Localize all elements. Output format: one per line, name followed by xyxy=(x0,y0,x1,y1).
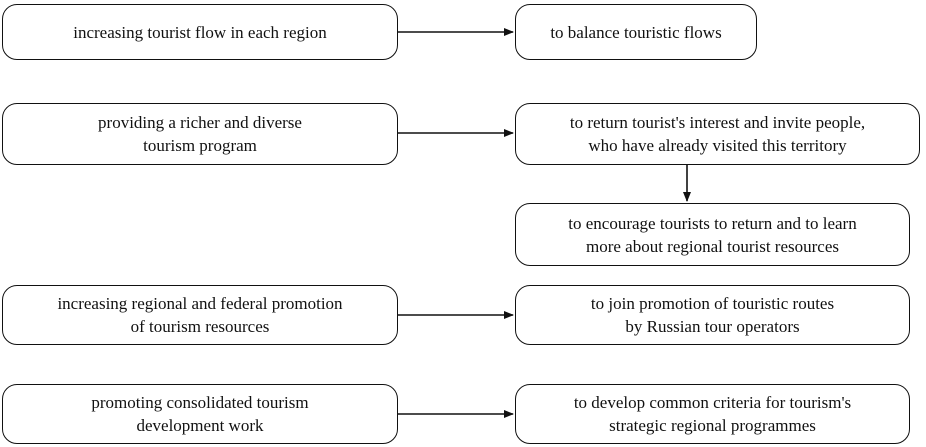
node-text-line: tourism program xyxy=(143,136,257,155)
node-balance-touristic-flows xyxy=(515,4,757,60)
node-text-line: who have already visited this territory xyxy=(588,136,847,155)
node-increasing-tourist-flow xyxy=(2,4,398,60)
node-text-line: promoting consolidated tourism xyxy=(91,393,309,412)
node-richer-tourism-program xyxy=(2,103,398,165)
node-text-line: strategic regional programmes xyxy=(609,416,816,435)
node-return-tourist-interest xyxy=(515,103,920,165)
node-text-line: by Russian tour operators xyxy=(625,317,800,336)
node-encourage-tourists-return xyxy=(515,203,910,266)
node-text-line: to develop common criteria for tourism's xyxy=(573,393,852,412)
node-text-line: to encourage tourists to return and to learn xyxy=(568,213,857,233)
node-text-line: to return tourist's interest and invite people, xyxy=(569,113,866,132)
node-consolidated-development-work xyxy=(2,384,398,444)
node-text-line: providing a richer and diverse xyxy=(98,113,302,132)
node-text-line: development work xyxy=(136,416,264,435)
node-join-promotion-routes xyxy=(515,285,910,345)
node-text-line: increasing regional and federal promotion xyxy=(57,294,343,313)
node-common-criteria-programmes xyxy=(515,384,910,444)
node-text-line: of tourism resources xyxy=(130,317,270,336)
node-text-line: to balance touristic flows xyxy=(550,22,722,42)
node-regional-federal-promotion xyxy=(2,285,398,345)
node-text-line: increasing tourist flow in each region xyxy=(73,22,327,42)
node-text-line: to join promotion of touristic routes xyxy=(590,294,835,313)
node-text-line: more about regional tourist resources xyxy=(585,236,840,256)
